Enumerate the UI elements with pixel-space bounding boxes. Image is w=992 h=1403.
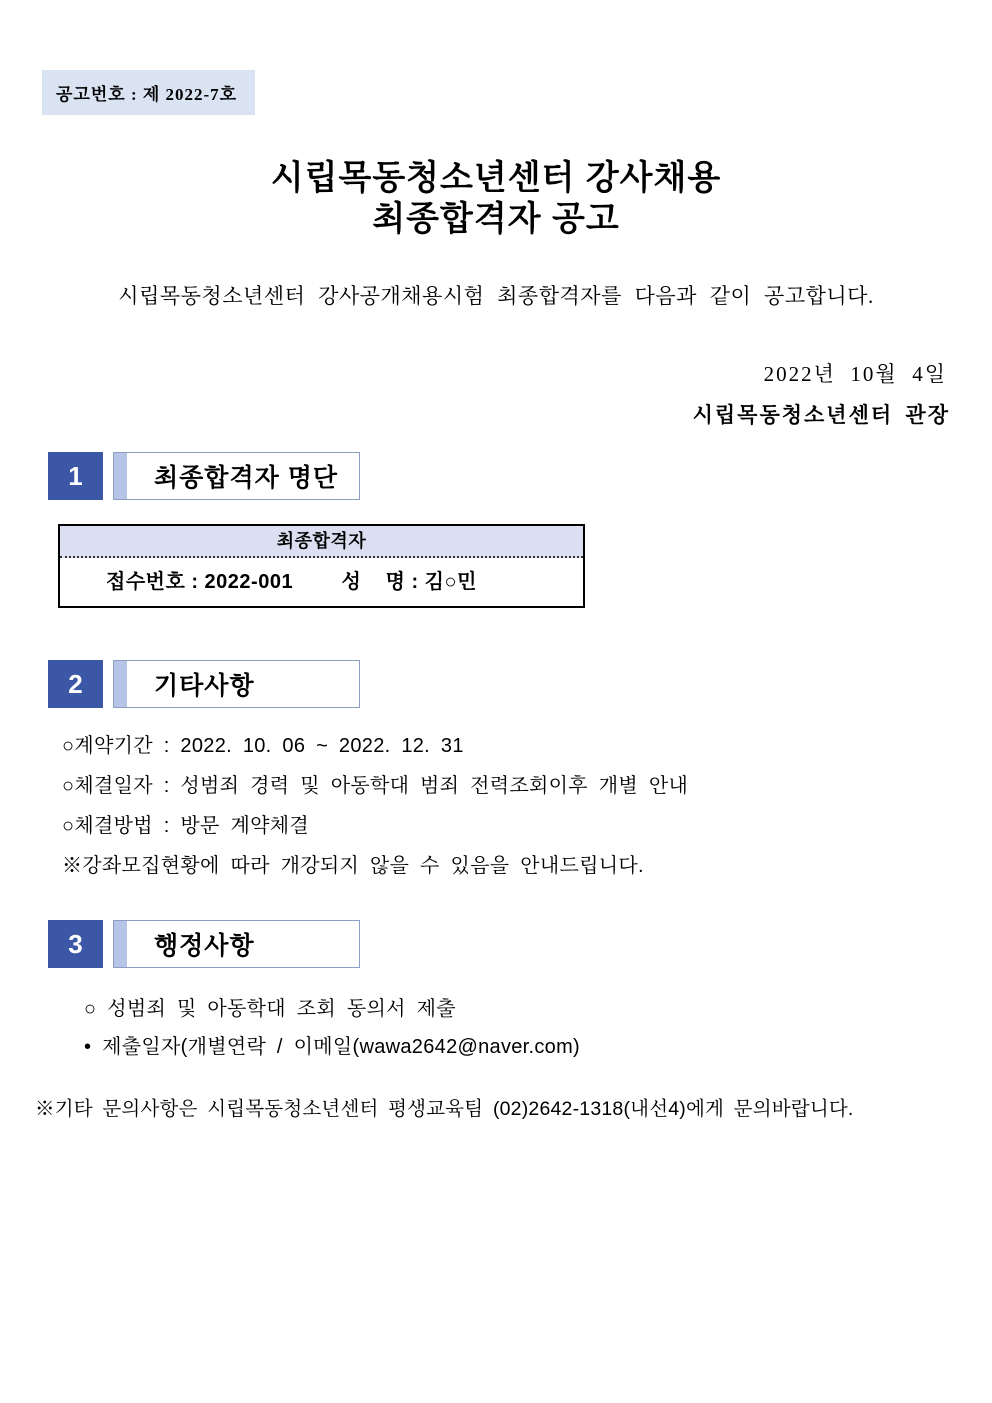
section-1-titlebox — [113, 452, 360, 500]
announcement-number-badge: 공고번호 : 제 2022-7호 — [42, 70, 255, 115]
announcement-date: 2022년 10월 4일 — [763, 362, 947, 386]
document-title — [0, 158, 992, 241]
footer-contact-note: ※기타 문의사항은 시립목동청소년센터 평생교육팀 (02)2642-1318(내선4)에게 문의바랍니다. — [35, 1098, 854, 1120]
misc-item-contract-period: ○계약기간 : 2022. 10. 06 ~ 2022. 12. 31 — [62, 735, 464, 757]
section-2-number-box: 2 — [48, 660, 103, 708]
section-2-stripe — [114, 661, 127, 707]
misc-items-list — [62, 726, 688, 886]
final-pass-table — [58, 524, 585, 608]
section-3-stripe — [114, 921, 127, 967]
section-1-stripe — [114, 453, 127, 499]
final-pass-table-row: 접수번호 : 2022-001 성 명 : 김○민 — [106, 571, 477, 593]
section-3-title: 행정사항 — [154, 932, 255, 960]
intro-sentence: 시립목동청소년센터 강사공개채용시험 최종합격자를 다음과 같이 공고합니다. — [118, 284, 874, 308]
final-pass-table-header: 최종합격자 — [60, 526, 583, 558]
signer-title: 시립목동청소년센터 관장 — [692, 403, 950, 427]
misc-item-signing-date: ○체결일자 : 성범죄 경력 및 아동학대 범죄 전력조회이후 개별 안내 — [62, 775, 689, 797]
section-2-header — [48, 660, 360, 708]
misc-item-signing-method: ○체결방법 : 방문 계약체결 — [62, 815, 310, 837]
section-2-title: 기타사항 — [154, 672, 255, 700]
section-3-header — [48, 920, 360, 968]
admin-item-consent-form: ○ 성범죄 및 아동학대 조회 동의서 제출 — [84, 998, 456, 1020]
section-1-header — [48, 452, 360, 500]
document-title-line1: 시립목동청소년센터 강사채용 — [270, 159, 722, 197]
section-3-number-box: 3 — [48, 920, 103, 968]
section-2-titlebox — [113, 660, 360, 708]
section-3-titlebox — [113, 920, 360, 968]
section-1-number-box: 1 — [48, 452, 103, 500]
section-1-title: 최종합격자 명단 — [154, 464, 338, 492]
admin-items-list — [84, 990, 580, 1066]
document-title-line2: 최종합격자 공고 — [372, 200, 620, 239]
misc-item-course-notice: ※강좌모집현황에 따라 개강되지 않을 수 있음을 안내드립니다. — [62, 855, 644, 877]
admin-item-submission-date: • 제출일자(개별연락 / 이메일(wawa2642@naver.com) — [84, 1036, 581, 1058]
